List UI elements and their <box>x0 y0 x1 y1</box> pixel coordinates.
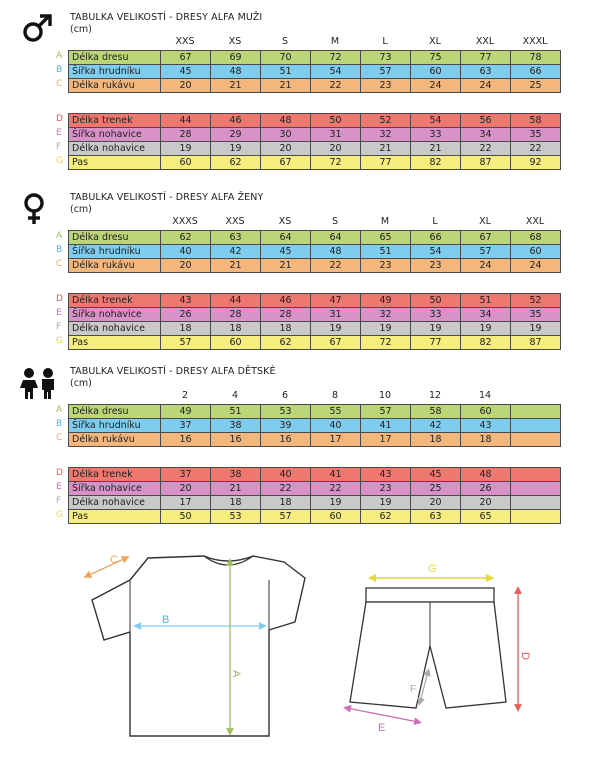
table-cell: 54 <box>311 65 361 79</box>
table-cell: 37 <box>161 419 211 433</box>
table-cell: 53 <box>261 405 311 419</box>
row-letter: F <box>56 322 62 332</box>
shirt-measurement-table <box>68 50 561 93</box>
table-cell: 49 <box>361 294 411 308</box>
table-cell: 48 <box>261 114 311 128</box>
table-row <box>69 496 561 510</box>
tshirt-icon <box>92 556 305 736</box>
table-cell: 77 <box>411 336 461 350</box>
table-cell: 21 <box>361 142 411 156</box>
table-cell: 19 <box>411 322 461 336</box>
table-cell: 20 <box>311 142 361 156</box>
table-cell: 19 <box>461 322 511 336</box>
table-cell: 20 <box>161 482 211 496</box>
shorts-row-letters <box>56 112 63 168</box>
table-cell: 72 <box>361 336 411 350</box>
table-row <box>69 128 561 142</box>
row-letter: G <box>56 156 63 166</box>
table-cell: 19 <box>311 322 361 336</box>
table-cell: 25 <box>511 79 561 93</box>
table-cell: 16 <box>211 433 261 447</box>
table-row <box>69 482 561 496</box>
row-letter: B <box>56 419 63 429</box>
table-row <box>69 433 561 447</box>
table-cell: 60 <box>411 65 461 79</box>
row-label: Délka nohavice <box>69 142 161 156</box>
table-cell: 75 <box>411 51 461 65</box>
size-header: M <box>330 36 340 47</box>
table-cell: 77 <box>461 51 511 65</box>
table-cell: 41 <box>361 419 411 433</box>
row-letter: B <box>56 65 63 75</box>
table-cell: 16 <box>161 433 211 447</box>
row-label: Délka dresu <box>69 51 161 65</box>
table-cell: 28 <box>261 308 311 322</box>
row-label: Délka rukávu <box>69 79 161 93</box>
table-cell: 40 <box>311 419 361 433</box>
table-cell: 32 <box>361 128 411 142</box>
table-cell: 48 <box>311 245 361 259</box>
shorts-measurement-table <box>68 293 561 350</box>
table-cell <box>511 433 561 447</box>
table-cell: 24 <box>511 259 561 273</box>
table-cell: 67 <box>461 231 511 245</box>
table-cell: 51 <box>211 405 261 419</box>
table-cell: 40 <box>261 468 311 482</box>
table-cell: 41 <box>311 468 361 482</box>
diagram-label-a: A <box>230 670 242 678</box>
table-cell: 67 <box>261 156 311 170</box>
row-label: Délka dresu <box>69 231 161 245</box>
table-cell: 57 <box>261 510 311 524</box>
shorts-measurement-table <box>68 113 561 170</box>
table-cell: 54 <box>411 245 461 259</box>
row-letter: G <box>56 336 63 346</box>
table-cell: 20 <box>261 142 311 156</box>
table-row <box>69 405 561 419</box>
row-letter: F <box>56 496 62 506</box>
row-label: Pas <box>69 510 161 524</box>
unit-label: (cm) <box>70 378 92 389</box>
shirt-row-letters <box>56 49 62 91</box>
table-cell: 65 <box>361 231 411 245</box>
female-symbol-icon <box>20 192 54 226</box>
size-header: 14 <box>478 390 492 401</box>
table-cell: 31 <box>311 308 361 322</box>
table-row <box>69 510 561 524</box>
size-header: XL <box>479 216 491 227</box>
table-cell: 19 <box>361 496 411 510</box>
row-letter: E <box>56 482 62 492</box>
table-cell: 19 <box>211 142 261 156</box>
table-cell: 52 <box>511 294 561 308</box>
diagram-svg <box>0 540 607 758</box>
size-header: 10 <box>378 390 392 401</box>
table-cell: 51 <box>261 65 311 79</box>
row-label: Šířka nohavice <box>69 308 161 322</box>
table-cell: 28 <box>161 128 211 142</box>
table-cell: 62 <box>161 231 211 245</box>
table-cell: 72 <box>311 156 361 170</box>
table-cell: 50 <box>311 114 361 128</box>
section-title: TABULKA VELIKOSTÍ - DRESY ALFA MUŽI <box>70 12 263 23</box>
unit-label: (cm) <box>70 24 92 35</box>
table-cell: 48 <box>211 65 261 79</box>
table-cell: 64 <box>261 231 311 245</box>
table-cell: 18 <box>161 322 211 336</box>
table-cell: 78 <box>511 51 561 65</box>
size-section-women <box>0 188 607 358</box>
children-icon <box>20 366 54 400</box>
row-label: Pas <box>69 336 161 350</box>
size-header: XS <box>228 36 242 47</box>
size-header: S <box>281 36 289 47</box>
table-cell: 26 <box>461 482 511 496</box>
table-cell: 22 <box>311 79 361 93</box>
table-cell: 21 <box>261 79 311 93</box>
size-header: XXS <box>225 216 245 227</box>
table-row <box>69 259 561 273</box>
table-cell: 38 <box>211 468 261 482</box>
table-cell: 57 <box>361 65 411 79</box>
table-cell: 16 <box>261 433 311 447</box>
diagram-label-d: D <box>519 652 531 660</box>
table-cell: 23 <box>361 482 411 496</box>
size-header: S <box>331 216 339 227</box>
table-cell: 25 <box>411 482 461 496</box>
table-cell: 22 <box>261 482 311 496</box>
table-cell: 26 <box>161 308 211 322</box>
table-row <box>69 65 561 79</box>
row-letter: C <box>56 259 63 269</box>
row-label: Délka rukávu <box>69 433 161 447</box>
shirt-measurement-table <box>68 404 561 447</box>
row-label: Pas <box>69 156 161 170</box>
diagram-label-e: E <box>378 722 386 734</box>
table-row <box>69 419 561 433</box>
table-cell: 23 <box>361 259 411 273</box>
size-header: M <box>380 216 390 227</box>
table-cell: 58 <box>411 405 461 419</box>
table-cell: 45 <box>261 245 311 259</box>
table-cell: 65 <box>461 510 511 524</box>
table-cell: 32 <box>361 308 411 322</box>
table-cell: 18 <box>411 433 461 447</box>
row-letter: C <box>56 79 63 89</box>
table-cell: 17 <box>161 496 211 510</box>
row-label: Délka trenek <box>69 114 161 128</box>
table-cell: 33 <box>411 128 461 142</box>
table-cell: 57 <box>161 336 211 350</box>
row-letter: D <box>56 294 63 304</box>
size-header: XXL <box>525 216 545 227</box>
table-cell <box>511 419 561 433</box>
table-cell: 19 <box>311 496 361 510</box>
diagram-label-g: G <box>428 563 437 575</box>
row-letter: A <box>56 405 63 415</box>
table-cell: 63 <box>461 65 511 79</box>
table-cell: 69 <box>211 51 261 65</box>
table-cell: 56 <box>461 114 511 128</box>
size-header: 12 <box>428 390 442 401</box>
row-letter: A <box>56 231 63 241</box>
table-cell: 92 <box>511 156 561 170</box>
table-row <box>69 79 561 93</box>
shirt-row-letters <box>56 403 62 445</box>
table-cell: 18 <box>461 433 511 447</box>
row-label: Šířka hrudníku <box>69 419 161 433</box>
table-cell: 49 <box>161 405 211 419</box>
table-cell: 67 <box>161 51 211 65</box>
table-cell: 21 <box>211 79 261 93</box>
size-header: XS <box>278 216 292 227</box>
male-symbol-icon <box>20 12 54 46</box>
table-cell <box>511 468 561 482</box>
table-cell: 72 <box>311 51 361 65</box>
table-cell: 60 <box>161 156 211 170</box>
table-cell: 63 <box>411 510 461 524</box>
table-cell <box>511 482 561 496</box>
table-row <box>69 322 561 336</box>
row-letter: B <box>56 245 63 255</box>
table-cell: 38 <box>211 419 261 433</box>
table-cell: 20 <box>461 496 511 510</box>
table-cell: 62 <box>261 336 311 350</box>
table-cell: 22 <box>511 142 561 156</box>
table-cell: 21 <box>211 482 261 496</box>
table-cell: 50 <box>161 510 211 524</box>
row-label: Délka rukávu <box>69 259 161 273</box>
size-section-men <box>0 8 607 178</box>
row-letter: C <box>56 433 63 443</box>
table-cell: 60 <box>311 510 361 524</box>
table-cell: 54 <box>411 114 461 128</box>
table-row <box>69 468 561 482</box>
table-cell: 51 <box>361 245 411 259</box>
table-cell: 24 <box>461 259 511 273</box>
table-cell: 70 <box>261 51 311 65</box>
table-cell: 30 <box>261 128 311 142</box>
size-header: XXXS <box>172 216 198 227</box>
table-cell: 60 <box>511 245 561 259</box>
table-cell: 64 <box>311 231 361 245</box>
row-letter: E <box>56 128 62 138</box>
size-header: XXXL <box>522 36 548 47</box>
shirt-row-letters <box>56 229 62 271</box>
table-cell: 19 <box>361 322 411 336</box>
table-cell: 45 <box>161 65 211 79</box>
table-row <box>69 336 561 350</box>
table-cell: 22 <box>311 482 361 496</box>
table-cell: 18 <box>211 496 261 510</box>
table-cell: 47 <box>311 294 361 308</box>
size-header: 2 <box>181 390 189 401</box>
table-cell: 20 <box>161 79 211 93</box>
shorts-row-letters <box>56 466 63 522</box>
table-cell: 22 <box>311 259 361 273</box>
row-label: Délka nohavice <box>69 322 161 336</box>
table-cell: 66 <box>411 231 461 245</box>
table-cell: 33 <box>411 308 461 322</box>
table-row <box>69 114 561 128</box>
table-cell: 87 <box>461 156 511 170</box>
table-cell: 43 <box>461 419 511 433</box>
table-cell: 18 <box>261 496 311 510</box>
table-cell: 44 <box>161 114 211 128</box>
table-cell: 19 <box>511 322 561 336</box>
table-cell: 21 <box>411 142 461 156</box>
diagram-label-c: C <box>110 554 118 566</box>
table-cell: 28 <box>211 308 261 322</box>
table-row <box>69 308 561 322</box>
table-cell: 31 <box>311 128 361 142</box>
section-title: TABULKA VELIKOSTÍ - DRESY ALFA ŽENY <box>70 192 264 203</box>
table-cell: 87 <box>511 336 561 350</box>
row-label: Šířka hrudníku <box>69 65 161 79</box>
arrow-e <box>347 708 418 722</box>
size-header: 6 <box>281 390 289 401</box>
table-row <box>69 245 561 259</box>
table-cell: 53 <box>211 510 261 524</box>
section-title: TABULKA VELIKOSTÍ - DRESY ALFA DĚTSKÉ <box>70 366 276 377</box>
shorts-icon <box>350 588 506 708</box>
table-cell: 46 <box>211 114 261 128</box>
table-cell: 67 <box>311 336 361 350</box>
size-header: XL <box>429 36 441 47</box>
table-cell: 57 <box>361 405 411 419</box>
size-header: L <box>432 216 438 227</box>
table-cell: 29 <box>211 128 261 142</box>
table-cell: 23 <box>361 79 411 93</box>
table-cell: 40 <box>161 245 211 259</box>
row-label: Délka trenek <box>69 468 161 482</box>
table-cell <box>511 510 561 524</box>
table-cell: 50 <box>411 294 461 308</box>
table-cell: 18 <box>211 322 261 336</box>
size-header: 8 <box>331 390 339 401</box>
table-cell: 57 <box>461 245 511 259</box>
row-label: Šířka hrudníku <box>69 245 161 259</box>
row-label: Délka dresu <box>69 405 161 419</box>
table-cell: 62 <box>361 510 411 524</box>
size-header: XXL <box>475 36 495 47</box>
table-cell: 43 <box>361 468 411 482</box>
table-cell: 17 <box>361 433 411 447</box>
table-cell: 43 <box>161 294 211 308</box>
row-letter: D <box>56 114 63 124</box>
table-cell: 51 <box>461 294 511 308</box>
table-cell: 21 <box>261 259 311 273</box>
table-cell: 21 <box>211 259 261 273</box>
row-letter: G <box>56 510 63 520</box>
table-cell: 60 <box>461 405 511 419</box>
diagram-label-f: F <box>410 684 417 695</box>
unit-label: (cm) <box>70 204 92 215</box>
table-cell: 19 <box>161 142 211 156</box>
arrow-c <box>87 558 126 576</box>
table-cell: 18 <box>261 322 311 336</box>
table-cell: 44 <box>211 294 261 308</box>
size-header: 4 <box>231 390 239 401</box>
table-row <box>69 51 561 65</box>
table-cell: 62 <box>211 156 261 170</box>
row-label: Délka nohavice <box>69 496 161 510</box>
table-cell: 68 <box>511 231 561 245</box>
table-cell <box>511 405 561 419</box>
table-cell <box>511 496 561 510</box>
shorts-measurement-table <box>68 467 561 524</box>
row-label: Šířka nohavice <box>69 128 161 142</box>
table-cell: 39 <box>261 419 311 433</box>
table-row <box>69 156 561 170</box>
shorts-row-letters <box>56 292 63 348</box>
table-cell: 17 <box>311 433 361 447</box>
table-cell: 82 <box>461 336 511 350</box>
table-cell: 35 <box>511 128 561 142</box>
table-cell: 24 <box>461 79 511 93</box>
table-cell: 77 <box>361 156 411 170</box>
size-section-kids <box>0 362 607 532</box>
row-letter: D <box>56 468 63 478</box>
table-cell: 58 <box>511 114 561 128</box>
table-cell: 73 <box>361 51 411 65</box>
row-label: Šířka nohavice <box>69 482 161 496</box>
table-cell: 37 <box>161 468 211 482</box>
table-cell: 45 <box>411 468 461 482</box>
table-row <box>69 294 561 308</box>
row-letter: F <box>56 142 62 152</box>
table-cell: 34 <box>461 128 511 142</box>
table-cell: 52 <box>361 114 411 128</box>
table-cell: 23 <box>411 259 461 273</box>
table-cell: 22 <box>461 142 511 156</box>
shirt-measurement-table <box>68 230 561 273</box>
row-letter: E <box>56 308 62 318</box>
table-cell: 82 <box>411 156 461 170</box>
table-cell: 42 <box>411 419 461 433</box>
table-cell: 63 <box>211 231 261 245</box>
table-cell: 48 <box>461 468 511 482</box>
row-label: Délka trenek <box>69 294 161 308</box>
table-cell: 66 <box>511 65 561 79</box>
table-cell: 60 <box>211 336 261 350</box>
table-cell: 20 <box>161 259 211 273</box>
size-header: XXS <box>175 36 195 47</box>
table-cell: 55 <box>311 405 361 419</box>
table-cell: 34 <box>461 308 511 322</box>
table-cell: 42 <box>211 245 261 259</box>
table-cell: 24 <box>411 79 461 93</box>
table-cell: 35 <box>511 308 561 322</box>
measurement-diagrams <box>0 540 607 758</box>
table-row <box>69 142 561 156</box>
table-cell: 46 <box>261 294 311 308</box>
size-header: L <box>382 36 388 47</box>
diagram-label-b: B <box>162 614 170 626</box>
row-letter: A <box>56 51 63 61</box>
table-row <box>69 231 561 245</box>
table-cell: 20 <box>411 496 461 510</box>
